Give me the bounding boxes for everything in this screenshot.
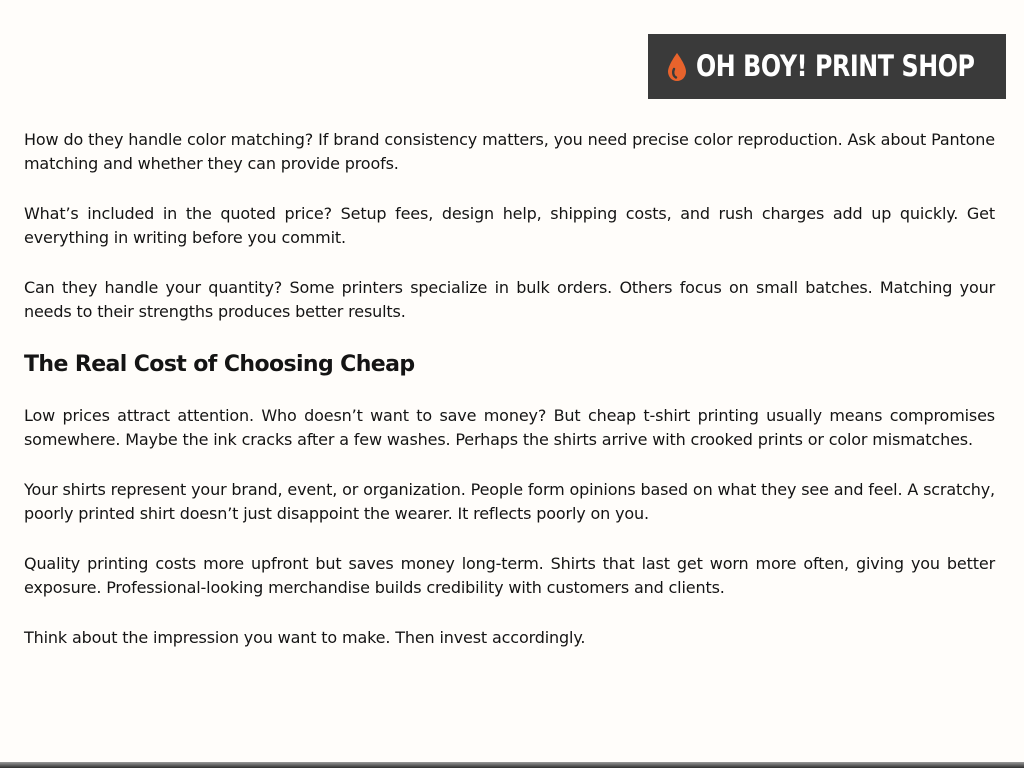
brand-logo — [648, 34, 1006, 99]
section-heading: The Real Cost of Choosing Cheap — [24, 352, 415, 377]
paragraph-low-prices: Low prices attract attention. Who doesn’t want to save money? But cheap t-shirt printing usually means compromises somewhere. Maybe the ink cracks after a few washes. Perhaps the shirts arrive with crooked prints or color mismatches. — [24, 406, 995, 449]
bottom-border — [0, 762, 1024, 768]
paragraph-quoted-price: What’s included in the quoted price? Setup fees, design help, shipping costs, and rush charges add up quickly. Get everything in writing before you commit. — [24, 204, 995, 247]
brand-logo-text: OH BOY! PRINT SHOP — [696, 49, 975, 83]
paragraph-impression: Think about the impression you want to make. Then invest accordingly. — [24, 628, 586, 647]
article-content — [24, 128, 995, 676]
paragraph-quantity: Can they handle your quantity? Some printers specialize in bulk orders. Others focus on small batches. Matching your needs to their strengths produces better results. — [24, 278, 995, 321]
paragraph-color-matching: How do they handle color matching? If brand consistency matters, you need precise color reproduction. Ask about Pantone matching and whether they can provide proofs. — [24, 130, 995, 173]
ink-drop-icon — [666, 52, 688, 82]
paragraph-quality-printing: Quality printing costs more upfront but saves money long-term. Shirts that last get worn more often, giving you better exposure. Professional-looking merchandise builds credibility with customers and clients. — [24, 554, 995, 597]
paragraph-brand-representation: Your shirts represent your brand, event, or organization. People form opinions based on what they see and feel. A scratchy, poorly printed shirt doesn’t just disappoint the wearer. It reflects poorly on you. — [24, 480, 995, 523]
